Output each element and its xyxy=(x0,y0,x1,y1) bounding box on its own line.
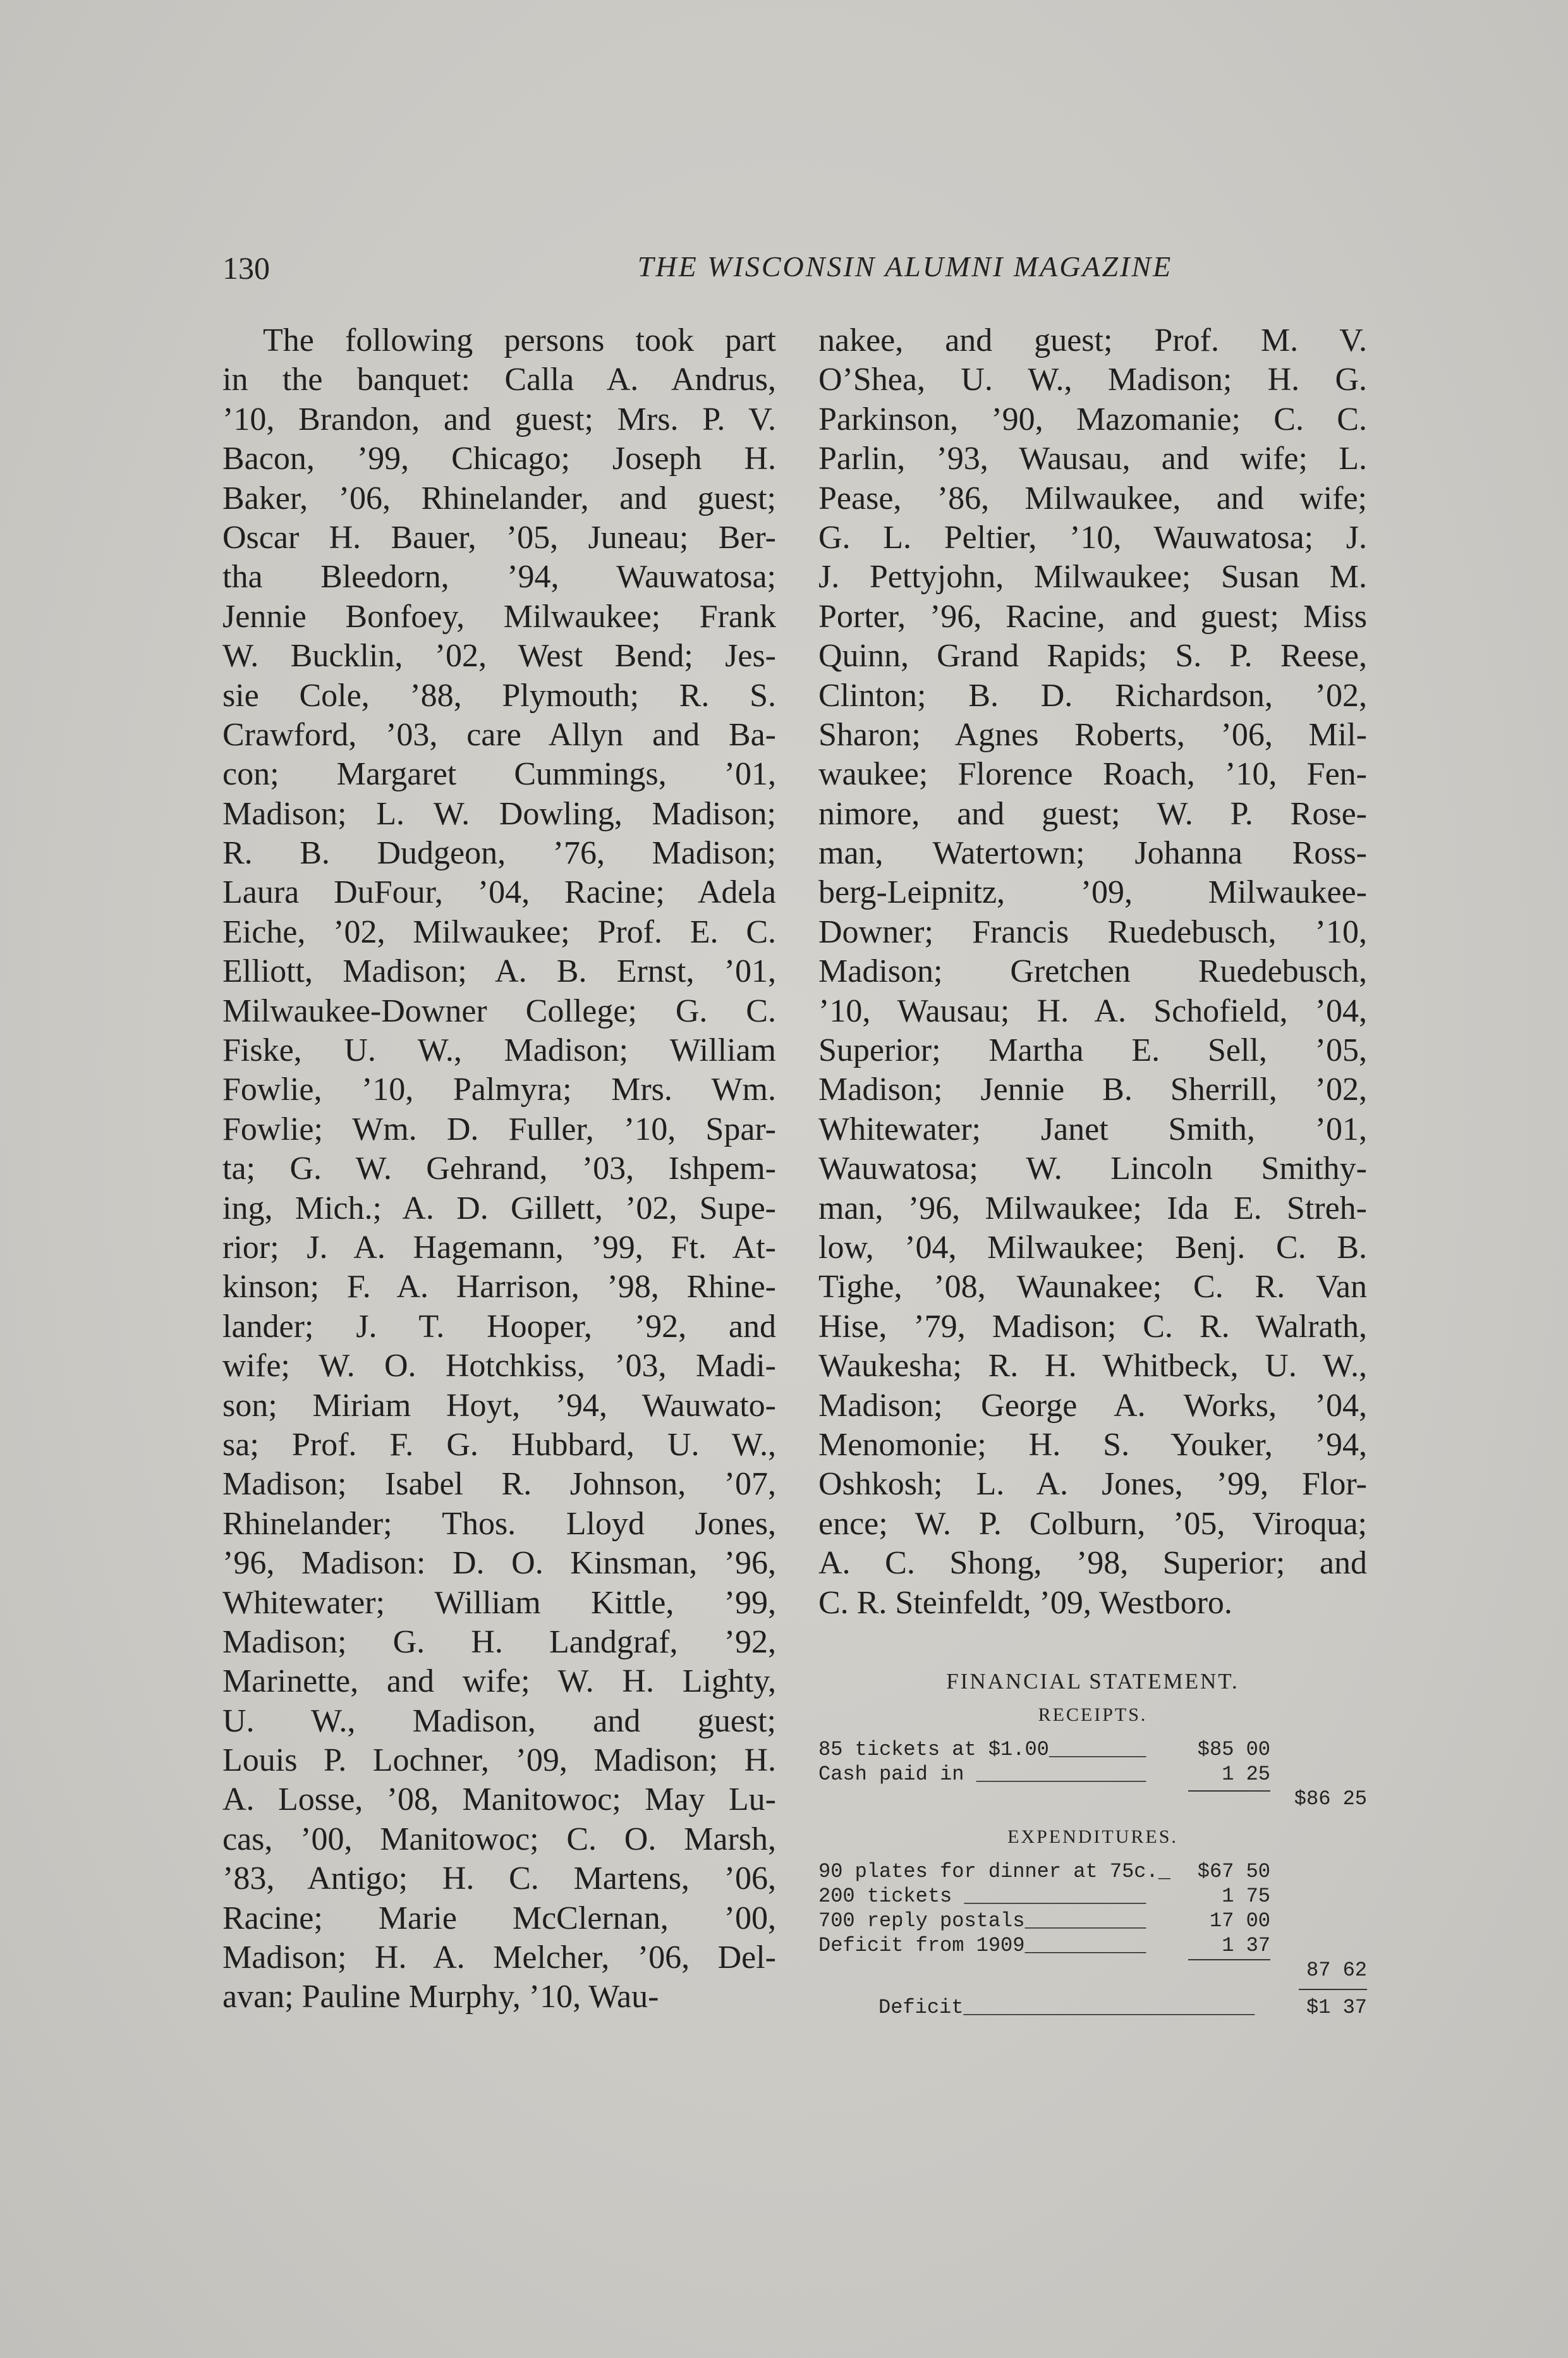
financial-statement-title: FINANCIAL STATEMENT. xyxy=(946,1669,1239,1694)
text-line: Jennie Bonfoey, Milwaukee; Frank xyxy=(222,598,776,635)
text-line: Oscar H. Bauer, ’05, Juneau; Ber- xyxy=(222,519,776,556)
text-line: Parkinson, ’90, Mazomanie; C. C. xyxy=(818,401,1367,437)
expenditure-amount: 1 37 xyxy=(1222,1934,1270,1957)
expenditure-desc: Deficit from 1909__________ xyxy=(818,1934,1146,1957)
running-head xyxy=(222,250,1373,288)
text-line: ’10, Wausau; H. A. Schofield, ’04, xyxy=(818,993,1367,1029)
text-line: ’96, Madison: D. O. Kinsman, ’96, xyxy=(222,1545,776,1582)
deficit-row xyxy=(818,1995,1367,2020)
text-line: Fowlie; Wm. D. Fuller, ’10, Spar- xyxy=(222,1111,776,1147)
text-line: con; Margaret Cummings, ’01, xyxy=(222,756,776,793)
text-line: kinson; F. A. Harrison, ’98, Rhine- xyxy=(222,1269,776,1305)
total-rule-row xyxy=(818,1982,1367,1995)
magazine-title: THE WISCONSIN ALUMNI MAGAZINE xyxy=(637,250,1173,283)
text-line: O’Shea, U. W., Madison; H. G. xyxy=(818,362,1367,398)
left-column xyxy=(222,321,776,2017)
text-line: nimore, and guest; W. P. Rose- xyxy=(818,795,1367,832)
text-line: Waukesha; R. H. Whitbeck, U. W., xyxy=(818,1348,1367,1384)
expenditures-total-row xyxy=(818,1958,1367,1982)
text-line: Porter, ’96, Racine, and guest; Miss xyxy=(818,598,1367,635)
receipt-amount: $85 00 xyxy=(1197,1738,1270,1761)
text-line: Madison; George A. Works, ’04, xyxy=(818,1387,1367,1424)
expenditure-row xyxy=(818,1859,1367,1884)
text-line: sa; Prof. F. G. Hubbard, U. W., xyxy=(222,1426,776,1463)
text-line: Pease, ’86, Milwaukee, and wife; xyxy=(818,480,1367,516)
text-line: Madison; Gretchen Ruedebusch, xyxy=(818,953,1367,990)
text-line: Eiche, ’02, Milwaukee; Prof. E. C. xyxy=(222,913,776,950)
receipts-total-row xyxy=(818,1787,1367,1811)
text-line: Madison; Isabel R. Johnson, ’07, xyxy=(222,1466,776,1503)
text-line: Oshkosh; L. A. Jones, ’99, Flor- xyxy=(818,1466,1367,1503)
text-line: ence; W. P. Colburn, ’05, Viroqua; xyxy=(818,1505,1367,1542)
expenditure-desc: 90 plates for dinner at 75c._ xyxy=(818,1860,1170,1883)
right-column xyxy=(818,321,1367,1623)
text-line: Downer; Francis Ruedebusch, ’10, xyxy=(818,913,1367,950)
text-line: A. C. Shong, ’98, Superior; and xyxy=(818,1545,1367,1582)
expenditure-desc: 200 tickets _______________ xyxy=(818,1885,1146,1908)
text-line: J. Pettyjohn, Milwaukee; Susan M. xyxy=(818,559,1367,596)
text-line: cas, ’00, Manitowoc; C. O. Marsh, xyxy=(222,1821,776,1857)
text-line: Superior; Martha E. Sell, ’05, xyxy=(818,1032,1367,1069)
text-line: Baker, ’06, Rhinelander, and guest; xyxy=(222,480,776,516)
financial-statement xyxy=(818,1669,1367,2020)
text-line: Sharon; Agnes Roberts, ’06, Mil- xyxy=(818,716,1367,753)
text-line: U. W., Madison, and guest; xyxy=(222,1702,776,1739)
receipt-desc: 85 tickets at $1.00________ xyxy=(818,1738,1146,1761)
expenditure-row xyxy=(818,1909,1367,1933)
text-line: nakee, and guest; Prof. M. V. xyxy=(818,322,1367,358)
text-line: Madison; H. A. Melcher, ’06, Del- xyxy=(222,1940,776,1976)
receipt-desc: Cash paid in ______________ xyxy=(818,1762,1146,1786)
text-line: Wauwatosa; W. Lincoln Smithy- xyxy=(818,1151,1367,1187)
expenditure-amount: $67 50 xyxy=(1197,1860,1270,1883)
expenditure-desc: 700 reply postals__________ xyxy=(818,1909,1146,1933)
page-number: 130 xyxy=(222,250,270,286)
deficit-amount: $1 37 xyxy=(1306,1996,1367,2019)
deficit-label: Deficit________________________ xyxy=(878,1996,1255,2019)
text-line: ’83, Antigo; H. C. Martens, ’06, xyxy=(222,1860,776,1897)
expenditures-heading: EXPENDITURES. xyxy=(1007,1826,1178,1847)
expenditure-amount: 1 75 xyxy=(1222,1885,1270,1908)
text-line: ing, Mich.; A. D. Gillett, ’02, Supe- xyxy=(222,1190,776,1226)
text-line: Racine; Marie McClernan, ’00, xyxy=(222,1900,776,1936)
text-line: Fowlie, ’10, Palmyra; Mrs. Wm. xyxy=(222,1072,776,1108)
receipts-total: $86 25 xyxy=(1294,1787,1367,1811)
text-line: berg-Leipnitz, ’09, Milwaukee- xyxy=(818,874,1367,911)
text-line: Madison; G. H. Landgraf, ’92, xyxy=(222,1623,776,1660)
text-line: Madison; L. W. Dowling, Madison; xyxy=(222,795,776,832)
text-line: tha Bleedorn, ’94, Wauwatosa; xyxy=(222,559,776,596)
text-line: Milwaukee-Downer College; G. C. xyxy=(222,993,776,1029)
text-line: W. Bucklin, ’02, West Bend; Jes- xyxy=(222,638,776,675)
expenditure-row xyxy=(818,1884,1367,1909)
receipt-row xyxy=(818,1737,1367,1762)
expenditures-total: 87 62 xyxy=(1306,1958,1367,1982)
expenditure-amount: 17 00 xyxy=(1209,1909,1270,1933)
text-line: Louis P. Lochner, ’09, Madison; H. xyxy=(222,1742,776,1779)
text-line: Tighe, ’08, Waunakee; C. R. Van xyxy=(818,1269,1367,1305)
text-line: wife; W. O. Hotchkiss, ’03, Madi- xyxy=(222,1348,776,1384)
text-line: Quinn, Grand Rapids; S. P. Reese, xyxy=(818,638,1367,675)
text-line: G. L. Peltier, ’10, Wauwatosa; J. xyxy=(818,519,1367,556)
text-line: Madison; Jennie B. Sherrill, ’02, xyxy=(818,1072,1367,1108)
text-line: A. Losse, ’08, Manitowoc; May Lu- xyxy=(222,1781,776,1818)
receipt-amount: 1 25 xyxy=(1222,1762,1270,1786)
text-line: Crawford, ’03, care Allyn and Ba- xyxy=(222,716,776,753)
expenditure-row xyxy=(818,1933,1367,1958)
subtotal-rule xyxy=(1188,1790,1270,1792)
receipts-heading: RECEIPTS. xyxy=(1038,1704,1148,1725)
text-line: Whitewater; William Kittle, ’99, xyxy=(222,1584,776,1621)
text-line: Clinton; B. D. Richardson, ’02, xyxy=(818,677,1367,714)
text-line: R. B. Dudgeon, ’76, Madison; xyxy=(222,835,776,872)
text-line: Marinette, and wife; W. H. Lighty, xyxy=(222,1663,776,1700)
text-line: Fiske, U. W., Madison; William xyxy=(222,1032,776,1069)
text-line: low, ’04, Milwaukee; Benj. C. B. xyxy=(818,1229,1367,1266)
text-line: avan; Pauline Murphy, ’10, Wau- xyxy=(222,1979,659,2015)
text-line: The following persons took part xyxy=(263,322,776,358)
text-line: man, ’96, Milwaukee; Ida E. Streh- xyxy=(818,1190,1367,1226)
text-line: man, Watertown; Johanna Ross- xyxy=(818,835,1367,872)
text-line: Elliott, Madison; A. B. Ernst, ’01, xyxy=(222,953,776,990)
receipt-row xyxy=(818,1762,1367,1787)
text-line: Menomonie; H. S. Youker, ’94, xyxy=(818,1426,1367,1463)
text-line: Parlin, ’93, Wausau, and wife; L. xyxy=(818,441,1367,477)
text-line: C. R. Steinfeldt, ’09, Westboro. xyxy=(818,1584,1232,1621)
total-rule xyxy=(1299,1989,1367,1990)
text-line: rior; J. A. Hagemann, ’99, Ft. At- xyxy=(222,1229,776,1266)
text-line: Rhinelander; Thos. Lloyd Jones, xyxy=(222,1505,776,1542)
text-line: Laura DuFour, ’04, Racine; Adela xyxy=(222,874,776,911)
subtotal-rule xyxy=(1188,1959,1270,1960)
text-line: ’10, Brandon, and guest; Mrs. P. V. xyxy=(222,401,776,437)
text-line: Bacon, ’99, Chicago; Joseph H. xyxy=(222,441,776,477)
text-line: waukee; Florence Roach, ’10, Fen- xyxy=(818,756,1367,793)
text-line: son; Miriam Hoyt, ’94, Wauwato- xyxy=(222,1387,776,1424)
text-line: Whitewater; Janet Smith, ’01, xyxy=(818,1111,1367,1147)
text-line: sie Cole, ’88, Plymouth; R. S. xyxy=(222,677,776,714)
text-line: ta; G. W. Gehrand, ’03, Ishpem- xyxy=(222,1151,776,1187)
text-line: lander; J. T. Hooper, ’92, and xyxy=(222,1308,776,1345)
text-line: in the banquet: Calla A. Andrus, xyxy=(222,362,776,398)
text-line: Hise, ’79, Madison; C. R. Walrath, xyxy=(818,1308,1367,1345)
